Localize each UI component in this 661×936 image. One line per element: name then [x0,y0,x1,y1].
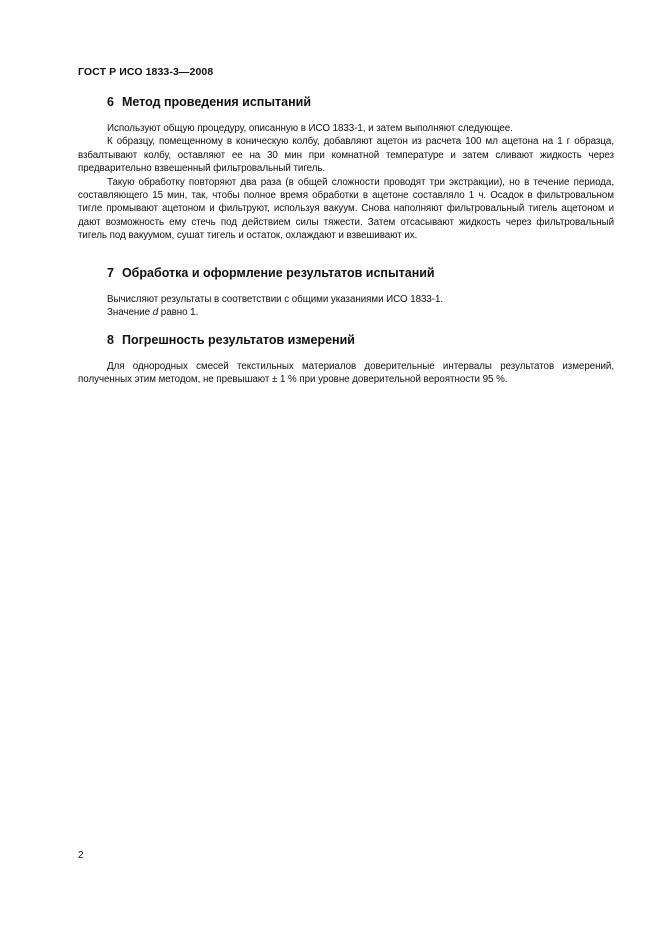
section-8-title [107,333,355,347]
section-6-paragraph-1: Используют общую процедуру, описанную в ИСО 1833-1, и затем выполняют следующее. [107,123,513,134]
section-8-paragraph-1: Для однородных смесей текстильных материалов доверительные интервалы результатов измерений, полученных этим методом, не превышают ± 1 % при уровне доверительной вероятности 95 %. [78,361,614,386]
value-line-before: Значение [107,307,153,319]
section-6-paragraph-2: К образцу, помещенному в коническую колбу, добавляют ацетон из расчета 100 мл ацетона на 1 г образца, взбалтывают колбу, оставляют ее на 30 мин при комнатной температуре и затем сливают жидкость через предварительно взвешенный фильтровальный тигель. [78,136,614,175]
section-8-heading: Погрешность результатов измерений [121,333,355,347]
section-8-body [78,360,614,387]
section-6-paragraph-3: Такую обработку повторяют два раза (в общей сложности проводят три экстракции), но в течение периода, составляющего 15 мин, так, чтобы полное время обработки в ацетоне составляло 1 ч. Осадок в фильтровальном тигле промывают ацетоном и фильтруют, используя вакуум. Снова наполняют фильтровальный тигель ацетоном и дают возможность ему стечь под действием силы тяжести. Затем отсасывают жидкость через фильтровальный тигель под вакуумом, сушат тигель и остаток, охлаждают и взвешивают их. [78,176,614,242]
section-6-title [107,95,311,109]
section-7-paragraph-1: Вычисляют результаты в соответствии с общими указаниями ИСО 1833-1. [107,294,444,305]
section-7-value-line [78,306,614,319]
section-6-heading: Метод проведения испытаний [121,95,312,109]
value-line-after: равно 1. [158,307,199,319]
section-7-body [78,293,614,320]
value-line-symbol: d [152,307,159,319]
section-7-title [107,266,435,280]
document-header: ГОСТ Р ИСО 1833-3—2008 [78,66,214,78]
section-6-number: 6 [107,95,114,109]
section-8-number: 8 [107,333,114,347]
page-number: 2 [78,850,84,861]
section-6-body [78,122,614,243]
section-7-number: 7 [107,266,114,280]
section-7-heading: Обработка и оформление результатов испытаний [121,266,435,280]
